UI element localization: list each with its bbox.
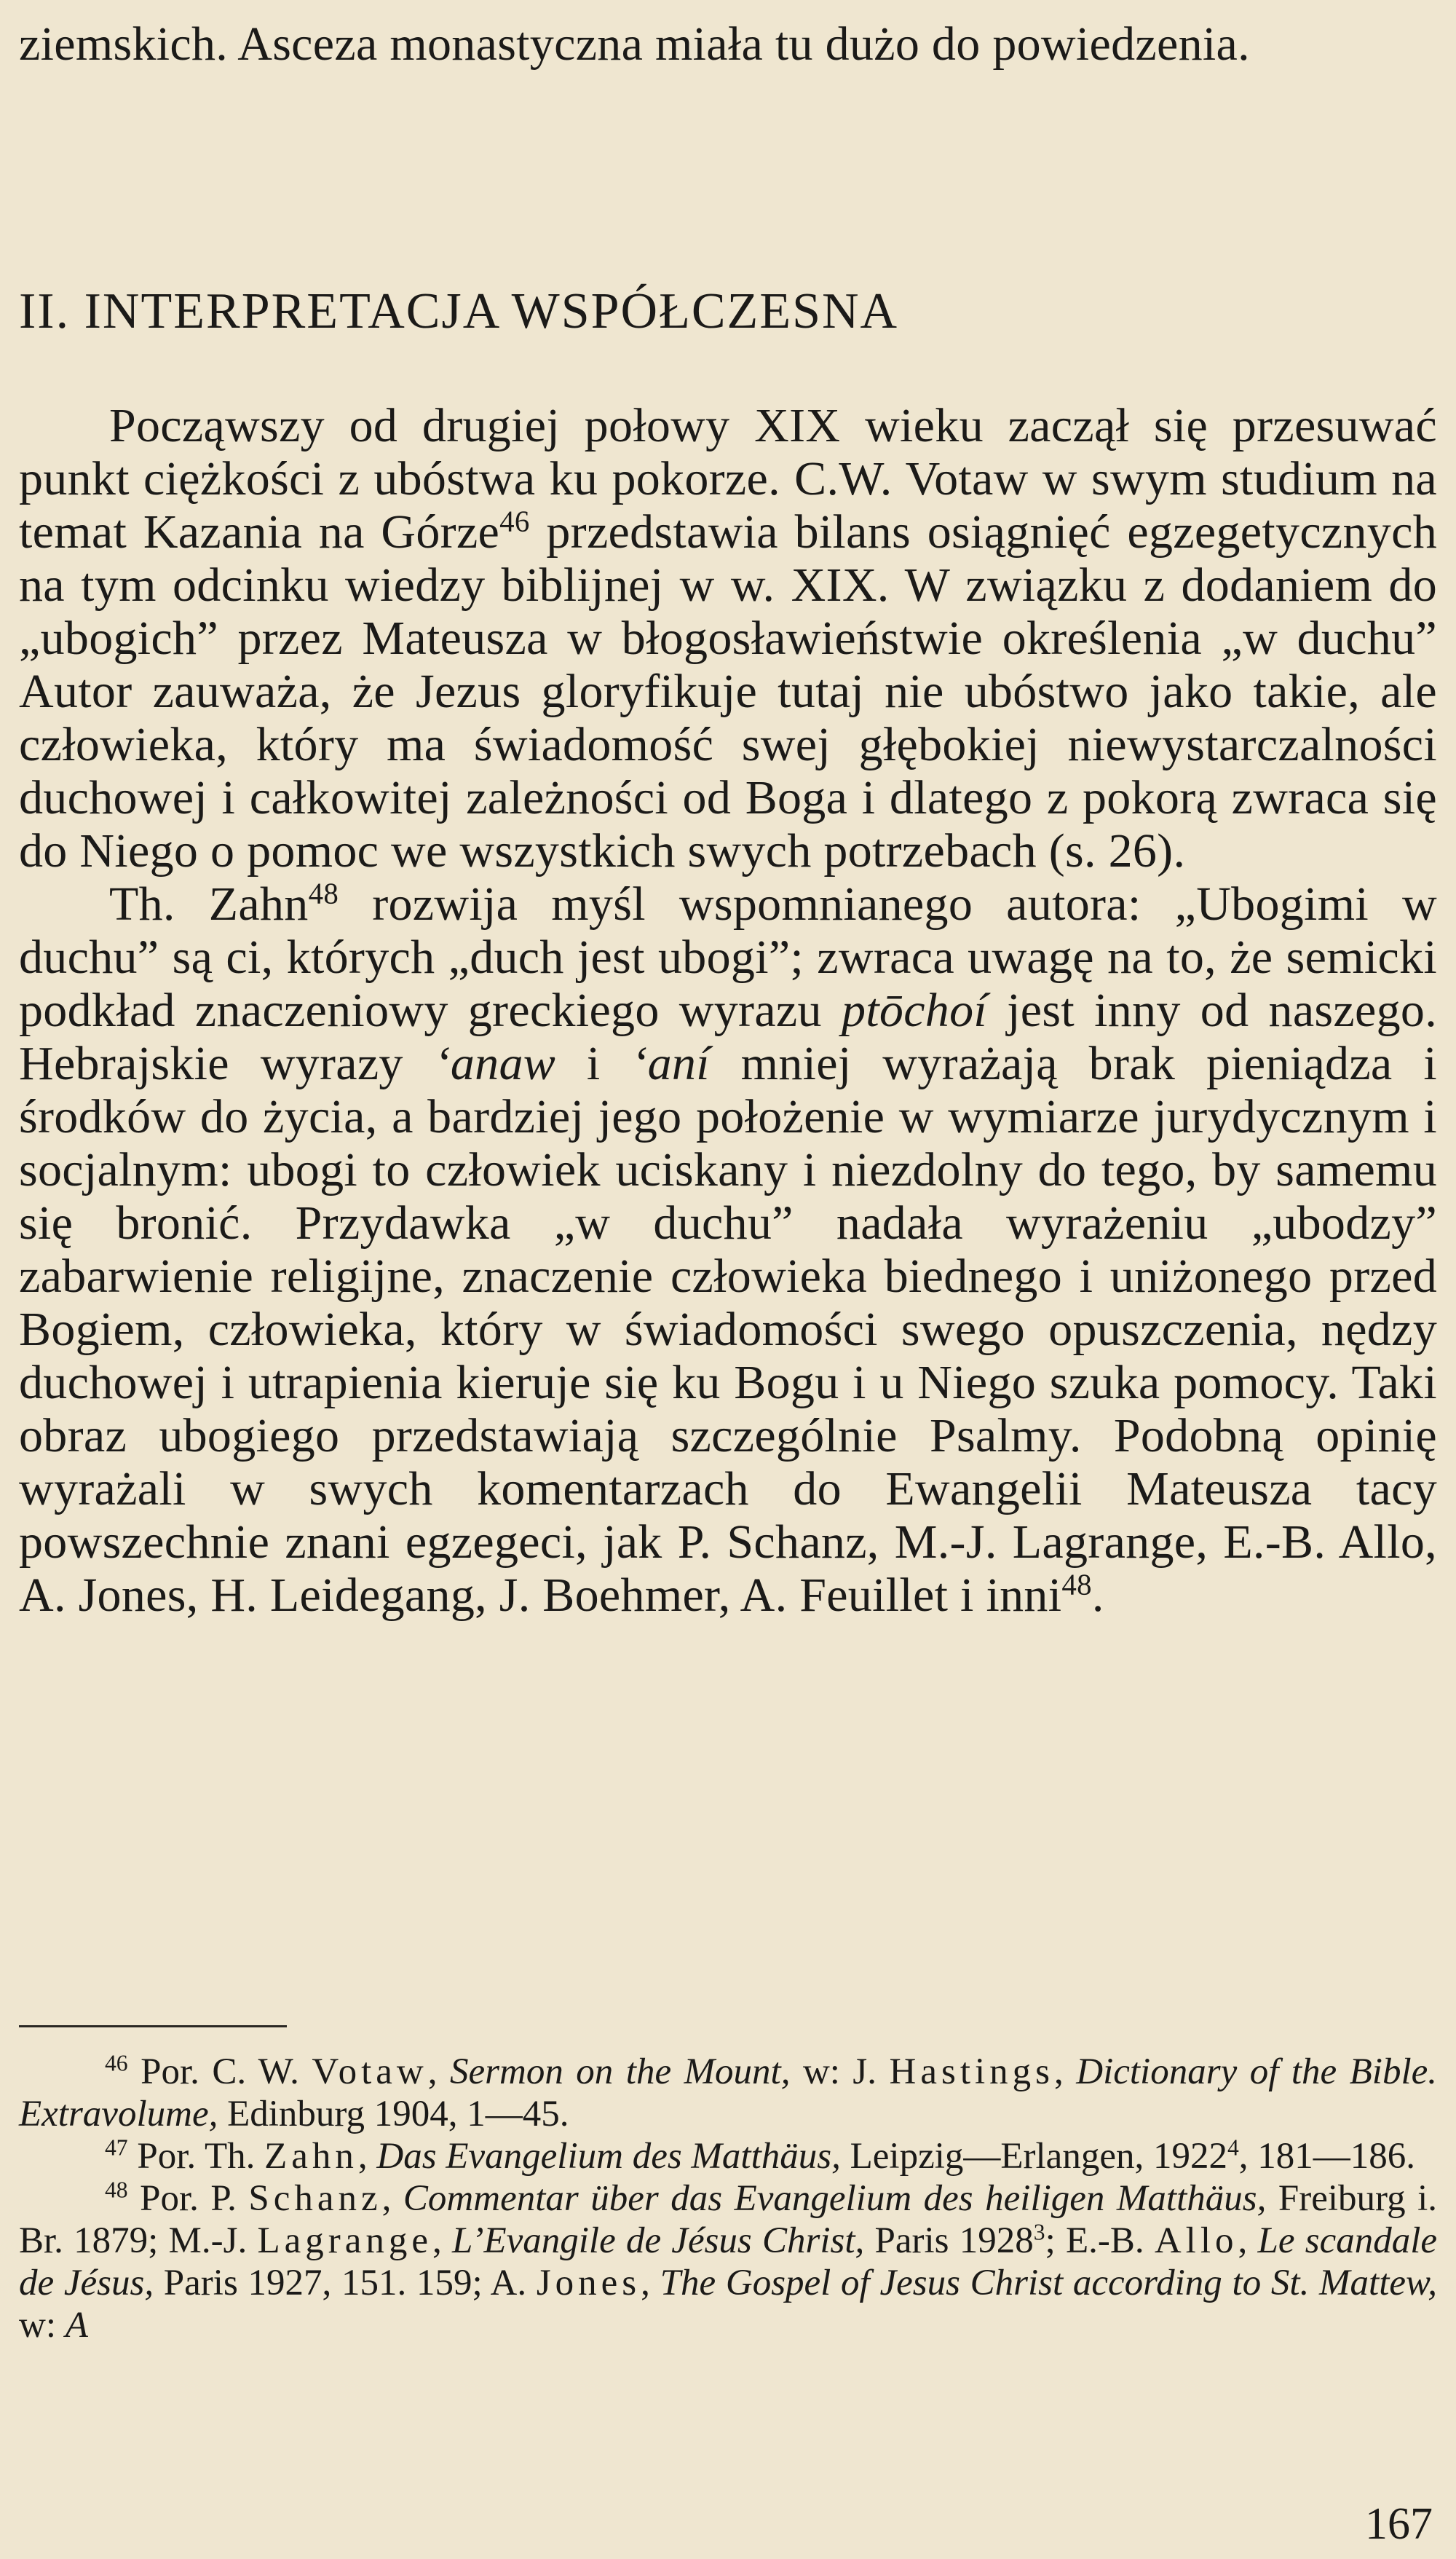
footnotes-block bbox=[19, 2051, 1437, 2346]
footnote-47 bbox=[19, 2135, 1437, 2177]
main-text-block bbox=[19, 399, 1437, 1622]
section-heading: II. INTERPRETACJA WSPÓŁCZESNA bbox=[19, 283, 899, 339]
footnote-author: Schanz bbox=[248, 2178, 382, 2219]
paragraph-1 bbox=[19, 399, 1437, 878]
footnote-text: Por. C. W. bbox=[127, 2051, 312, 2092]
footnote-title: A bbox=[65, 2305, 88, 2346]
paragraph-1-part-b: przedstawia bilans osiągnięć egzegetycznych na tym odcinku wiedzy biblijnej w w. XIX. W związku z dodaniem do „ubogich” przez Mateusza w błogosławieństwie określenia „w duchu” Autor zauważa, że Jezus gloryfikuje tutaj nie ubóstwo jako takie, ale człowieka, który ma świadomość swej głębokiej niewystarczalności duchowej i całkowitej zależności od Boga i dlatego z pokorą zwraca się do Niego o pomoc we wszystkich swych potrzebach (s. 26). bbox=[19, 505, 1437, 878]
footnote-text: , bbox=[381, 2178, 403, 2219]
footnote-text: Leipzig—Erlangen, 1922 bbox=[840, 2136, 1227, 2177]
footnote-number: 46 bbox=[105, 2050, 128, 2076]
footnote-text: Paris 1927, 151. 159; A. bbox=[154, 2263, 537, 2303]
footnote-title: Le scandale de Jésus, bbox=[19, 2220, 1438, 2303]
footnote-title: L’Evangile de Jésus Christ, bbox=[452, 2220, 865, 2261]
footnote-ref-48: 48 bbox=[1061, 1568, 1092, 1601]
footnote-title: Sermon on the Mount, bbox=[450, 2051, 791, 2092]
footnote-author: Jones bbox=[536, 2263, 641, 2303]
footnote-ref-47: 48 bbox=[308, 877, 339, 910]
footnote-title: Dictionary of the Bible. Extravolume, bbox=[19, 2051, 1437, 2134]
footnote-text: , bbox=[1238, 2220, 1258, 2261]
footnote-number: 47 bbox=[105, 2134, 128, 2161]
paragraph-1-part-a: Począwszy od drugiej połowy XIX wieku zaczął się przesuwać punkt ciężkości z ubóstwa ku pokorze. C.W. Votaw w swym studium na temat Kazania na Górze bbox=[19, 399, 1437, 559]
footnote-46 bbox=[19, 2051, 1437, 2135]
footnote-text: , bbox=[357, 2136, 377, 2177]
footnote-author: Lagrange bbox=[257, 2220, 433, 2261]
paragraph-2-part-d: i bbox=[555, 1037, 632, 1090]
hebrew-term-ani: ‘aní bbox=[631, 1037, 710, 1090]
footnote-text: w: J. bbox=[790, 2051, 890, 2092]
footnote-text: Freiburg i. Br. 1879; M.-J. bbox=[19, 2178, 1437, 2261]
footnote-text: , bbox=[641, 2263, 660, 2303]
footnote-ref-46: 46 bbox=[499, 505, 530, 538]
footnote-text: Por. P. bbox=[127, 2178, 249, 2219]
greek-term: ptōchoí bbox=[841, 984, 988, 1037]
footnote-text: , 181—186. bbox=[1238, 2136, 1416, 2177]
footnote-text: , bbox=[432, 2220, 452, 2261]
paragraph-2-part-e: mniej wyrażają brak pieniądza i środków do życia, a bardziej jego położenie w wymiarze jurydycznym i socjalnym: ubogi to człowiek uciskany i niezdolny do tego, by samemu się bronić. Przydawka „w duchu” nadała wyrażeniu „ubodzy” zabarwienie religijne, znaczenie człowieka biednego i uniżonego przed Bogiem, człowieka, który w świadomości swego opuszczenia, nędzy duchowej i utrapienia kieruje się ku Bogu i u Niego szuka pomocy. Taki obraz ubogiego przedstawiają szczególnie Psalmy. Podobną opinię wyrażali w swych komentarzach do Ewangelii Mateusza tacy powszechnie znani egzegeci, jak P. Schanz, M.-J. Lagrange, E.-B. Allo, A. Jones, H. Leidegang, J. Boehmer, A. Feuillet i inni bbox=[19, 1037, 1437, 1622]
top-paragraph-block bbox=[19, 17, 1437, 71]
footnote-title: Commentar über das Evangelium des heiligen Matthäus, bbox=[403, 2178, 1267, 2219]
edition-number: 4 bbox=[1227, 2134, 1239, 2161]
footnote-text: ; E.-B. bbox=[1045, 2220, 1155, 2261]
top-paragraph: ziemskich. Asceza monastyczna miała tu dużo do powiedzenia. bbox=[19, 17, 1250, 71]
footnote-text: , bbox=[1054, 2051, 1077, 2092]
footnote-text: Por. Th. bbox=[127, 2136, 265, 2177]
footnote-48 bbox=[19, 2177, 1437, 2346]
edition-number: 3 bbox=[1033, 2219, 1045, 2245]
paragraph-2-part-a: Th. Zahn bbox=[109, 878, 309, 931]
footnote-author: Zahn bbox=[264, 2136, 358, 2177]
footnote-text: Edinburg 1904, 1—45. bbox=[218, 2094, 569, 2134]
paragraph-2-part-b: rozwija myśl wspomnianego autora: „Ubogimi w duchu” są ci, których „duch jest ubogi”; zwraca uwagę na to, że semicki podkład znaczeniowy greckiego wyrazu bbox=[19, 878, 1438, 1037]
footnote-text: w: bbox=[19, 2305, 66, 2346]
footnote-author: Votaw bbox=[312, 2051, 428, 2092]
paragraph-2-part-c: jest inny od naszego. Hebrajskie wyrazy bbox=[19, 984, 1437, 1090]
footnote-title: Das Evangelium des Matthäus, bbox=[376, 2136, 841, 2177]
book-page bbox=[19, 0, 1437, 2559]
footnote-number: 48 bbox=[105, 2177, 128, 2203]
paragraph-2 bbox=[19, 878, 1437, 1622]
footnote-author: Hastings bbox=[889, 2051, 1055, 2092]
page-number: 167 bbox=[1365, 2499, 1433, 2549]
footnote-title: The Gospel of Jesus Christ according to St. Mattew, bbox=[660, 2263, 1437, 2303]
footnote-text: Paris 1928 bbox=[864, 2220, 1034, 2261]
footnote-divider bbox=[19, 2025, 287, 2027]
paragraph-2-part-f: . bbox=[1091, 1569, 1104, 1622]
footnote-text: , bbox=[427, 2051, 450, 2092]
footnote-author: Allo bbox=[1154, 2220, 1238, 2261]
hebrew-term-anaw: ‘anaw bbox=[434, 1037, 556, 1090]
